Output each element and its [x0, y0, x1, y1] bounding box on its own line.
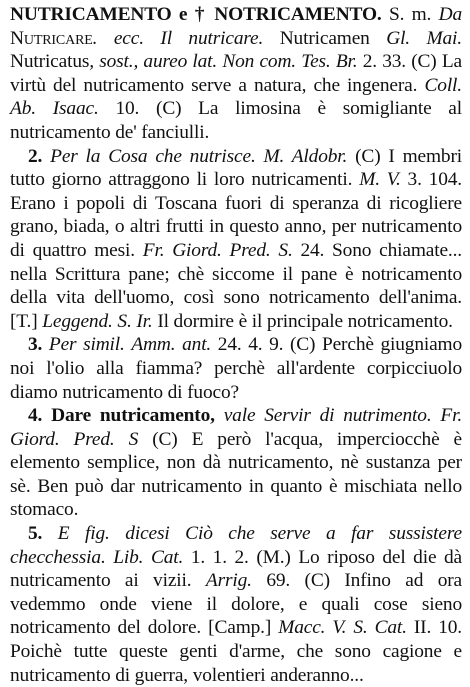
- etymology-word: Nutricare: [10, 27, 93, 49]
- citation-text: 1. 1. 2. (M.) Lo riposo del die dà nutricamento ai vizii.: [10, 546, 463, 592]
- source-mv: M. V.: [359, 169, 401, 191]
- sense-phrase: Dare nutricamento,: [51, 405, 215, 427]
- latin-note: , sost., aureo lat. Non com. Tes. Br.: [89, 51, 358, 73]
- source-macc: Macc. V. S. Cat.: [278, 617, 407, 639]
- source-amm-ant: Amm. ant.: [131, 334, 212, 356]
- latin-form-a: Nutricamen: [279, 27, 370, 49]
- citation-text: 2. 33. (C) La virtù del nutricamento serve a natura, che ingenera.: [10, 51, 462, 96]
- citation-text: (C) E però l'acqua, imperciocchè è elemento semplice, non dà nutricamento, nè sustanza per sè. Ben può dar nutricamento in quanto è mischiata nello stomaco.: [10, 428, 462, 521]
- sense-definition: Per simil.: [48, 334, 125, 356]
- sense-number: 3.: [28, 334, 43, 356]
- citation-text: 24. 4. 9. (C) Perchè giugniamo noi l'olio alla fiamma? perchè all'ardente corpicciuolo diamo nutricamento di fuoco?: [10, 334, 463, 403]
- sense-number: 4.: [28, 405, 43, 427]
- citation-text: II. 10. Poichè tutte queste genti d'arme, che sono cagione e nutricamento di guerra, volentieri anderanno...: [10, 617, 462, 686]
- citation-text: 10. (C) La limosina è somigliante al nutricamento de' fanciulli.: [10, 98, 462, 143]
- sense-4: [10, 404, 462, 522]
- citation-text: 69. (C) Infino ad ora vedemmo onde viene il dolore, e quali cose sieno notricamento del dolore. [Camp.]: [10, 570, 463, 639]
- entry-nutricamento: [10, 3, 462, 145]
- source-fr-giord: Fr. Giord. Pred. S: [10, 405, 463, 450]
- headword: NUTRICAMENTO e † NOTRICAMENTO.: [10, 4, 382, 25]
- sense-number: 2.: [28, 145, 43, 167]
- definition: Il nutricare.: [160, 27, 264, 49]
- sense-definition: vale Servir di nutrimento.: [223, 405, 432, 427]
- sense-2: [10, 145, 462, 334]
- citation-text: 24. Sono chiamate... nella Scrittura pane; chè siccome il pane è notricamento della vita dell'uomo, così sono notricamento dell'anima. [T.]: [10, 239, 462, 332]
- latin-form-b: Nutricatus: [10, 51, 90, 73]
- sense-definition: Per la Cosa che nutrisce. M. Aldobr.: [50, 145, 348, 167]
- etymology-rest: . ecc.: [92, 27, 144, 49]
- source-fr-giord: Fr. Giord. Pred. S.: [142, 239, 293, 261]
- citation-text: 3. 104. Erano i popoli di Toscana fuori di speranza di ricogliere grano, biada, o altri frutti in questo anno, per nutricamento di quattro mesi.: [10, 169, 462, 261]
- source-arrig: Arrig.: [205, 570, 252, 592]
- source-coll: Coll. Ab. Isaac.: [10, 74, 462, 120]
- sense-3: [10, 333, 462, 404]
- citation-text: Il dormire è il principale notricamento.: [157, 310, 453, 332]
- source-gl-mai: Gl. Mai.: [386, 27, 462, 49]
- da-label: Da: [438, 4, 462, 25]
- sense-5: [10, 522, 462, 687]
- citation-text: (C) I membri tutto giorno attraggono li loro nutricamenti.: [10, 145, 462, 191]
- part-of-speech: S. m.: [388, 4, 432, 25]
- sense-definition: E fig. dicesi Ciò che serve a far sussistere checchessia. Lib. Cat.: [10, 523, 462, 568]
- sense-number: 5.: [28, 523, 43, 545]
- source-leggend: Leggend. S. Ir.: [42, 310, 153, 332]
